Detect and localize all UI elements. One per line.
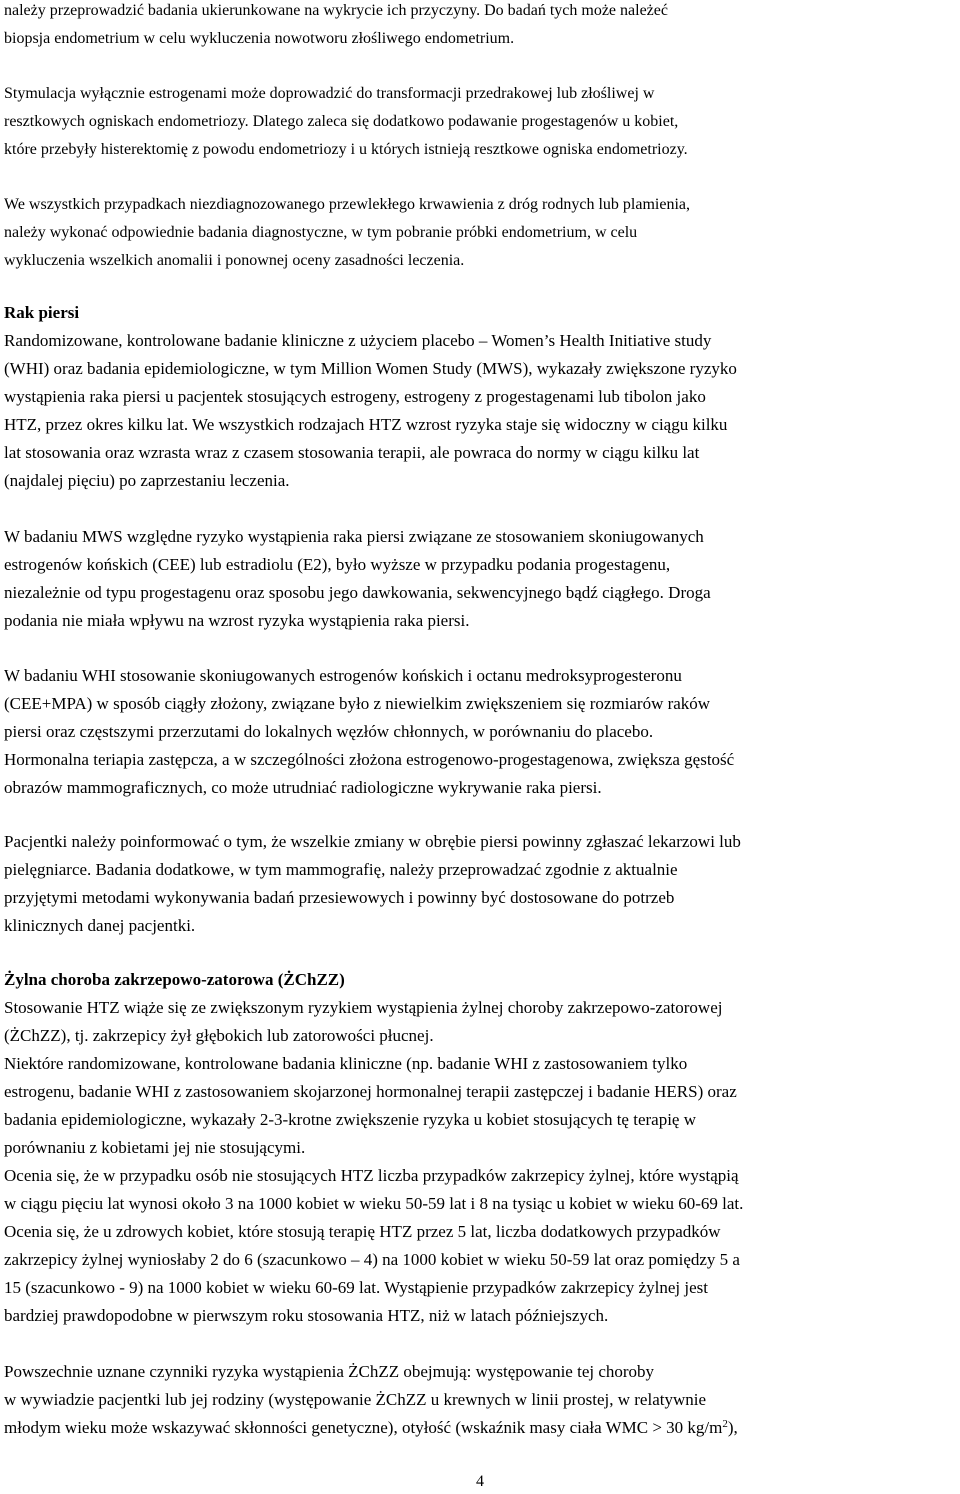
paragraph-whi-cee-mpa: [4, 662, 956, 802]
text-segment: młodym wieku może wskazywać skłonności genetyczne), otyłość (wskaźnik masy ciała WMC > 30 kg/m: [4, 1418, 723, 1437]
text-line: bardziej prawdopodobne w pierwszym roku stosowania HTZ, niż w latach późniejszych.: [4, 1306, 609, 1325]
document-page: [4, 0, 956, 1442]
text-line-with-superscript: [4, 1414, 956, 1442]
text-line: należy przeprowadzić badania ukierunkowane na wykrycie ich przyczyny. Do badań tych może należeć: [4, 2, 668, 19]
text-line: (ŻChZZ), tj. zakrzepicy żył głębokich lub zatorowości płucnej.: [4, 1026, 434, 1045]
text-line: porównaniu z kobietami jej nie stosującymi.: [4, 1138, 306, 1157]
text-line: obrazów mammograficznych, co może utrudniać radiologiczne wykrywanie raka piersi.: [4, 778, 602, 797]
text-line: Hormonalna teriapia zastępcza, a w szczególności złożona estrogenowo-progestagenowa, zwiększa gęstość: [4, 750, 735, 769]
text-line: przyjętymi metodami wykonywania badań przesiewowych i powinny być dostosowane do potrzeb: [4, 888, 675, 907]
text-segment: ),: [727, 1418, 738, 1437]
text-line: 15 (szacunkowo - 9) na 1000 kobiet w wieku 60-69 lat. Wystąpienie przypadków zakrzepicy żylnej jest: [4, 1278, 708, 1297]
paragraph-estrogen-stimulation: [4, 80, 956, 164]
text-line: Pacjentki należy poinformować o tym, że wszelkie zmiany w obrębie piersi powinny zgłaszać lekarzowi lub: [4, 832, 741, 851]
page-number: 4: [476, 1473, 484, 1490]
text-line: piersi oraz częstszymi przerzutami do lokalnych węzłów chłonnych, w porównaniu do placebo.: [4, 722, 654, 741]
section-heading-breast-cancer: Rak piersi: [4, 303, 80, 322]
text-line: HTZ, przez okres kilku lat. We wszystkich rodzajach HTZ wzrost ryzyka staje się widoczny w ciągu kilku: [4, 415, 728, 434]
text-line: Stosowanie HTZ wiąże się ze zwiększonym ryzykiem wystąpienia żylnej choroby zakrzepowo-zatorowej: [4, 998, 723, 1017]
text-line: estrogenów końskich (CEE) lub estradiolu (E2), było wyższe w przypadku podania progestagenu,: [4, 555, 671, 574]
text-line: lat stosowania oraz wzrasta wraz z czasem stosowania terapii, ale powraca do normy w ciągu kilku lat: [4, 443, 700, 462]
text-line: zakrzepicy żylnej wyniosłaby 2 do 6 (szacunkowo – 4) na 1000 kobiet w wieku 50-59 lat oraz pomiędzy 5 a: [4, 1250, 740, 1269]
text-line: Ocenia się, że u zdrowych kobiet, które stosują terapię HTZ przez 5 lat, liczba dodatkowych przypadków: [4, 1222, 721, 1241]
text-line: niezależnie od typu progestagenu oraz sposobu jego dawkowania, sekwencyjnego bądź ciągłego. Droga: [4, 583, 711, 602]
text-line: W badaniu MWS względne ryzyko wystąpienia raka piersi związane ze stosowaniem skoniugowanych: [4, 527, 704, 546]
text-line: wykluczenia wszelkich anomalii i ponownej oceny zasadności leczenia.: [4, 252, 465, 269]
text-line: Stymulacja wyłącznie estrogenami może doprowadzić do transformacji przedrakowej lub złośliwej w: [4, 85, 655, 102]
text-line: biopsja endometrium w celu wykluczenia nowotworu złośliwego endometrium.: [4, 30, 515, 47]
paragraph-whi-study: [4, 327, 956, 495]
superscript: 2: [722, 1418, 728, 1430]
paragraph-vte-risk: [4, 994, 956, 1330]
paragraph-vte-risk-factors: [4, 1358, 956, 1442]
text-line: Powszechnie uznane czynniki ryzyka wystąpienia ŻChZZ obejmują: występowanie tej choroby: [4, 1362, 655, 1381]
text-line: Randomizowane, kontrolowane badanie kliniczne z użyciem placebo – Women’s Health Initiative study: [4, 331, 712, 350]
text-line: Niektóre randomizowane, kontrolowane badania kliniczne (np. badanie WHI z zastosowaniem tylko: [4, 1054, 688, 1073]
text-line: w wywiadzie pacjentki lub jej rodziny (występowanie ŻChZZ u krewnych w linii prostej, w relatywnie: [4, 1390, 707, 1409]
text-line: resztkowych ogniskach endometriozy. Dlatego zaleca się dodatkowo podawanie progestagenów u kobiet,: [4, 113, 679, 130]
paragraph-undiagnosed-bleeding: [4, 191, 956, 275]
text-line: wystąpienia raka piersi u pacjentek stosujących estrogeny, estrogeny z progestagenami lub tibolon jako: [4, 387, 706, 406]
text-line: klinicznych danej pacjentki.: [4, 916, 196, 935]
text-line: które przebyły histerektomię z powodu endometriozy i u których istnieją resztkowe ogniska endometriozy.: [4, 141, 688, 158]
text-line: (WHI) oraz badania epidemiologiczne, w tym Million Women Study (MWS), wykazały zwiększone ryzyko: [4, 359, 737, 378]
text-line: należy wykonać odpowiednie badania diagnostyczne, w tym pobranie próbki endometrium, w celu: [4, 224, 638, 241]
text-line: badania epidemiologiczne, wykazały 2-3-krotne zwiększenie ryzyka u kobiet stosujących tę terapię w: [4, 1110, 697, 1129]
paragraph-endometrium-biopsy: [4, 0, 956, 53]
text-line: estrogenu, badanie WHI z zastosowaniem skojarzonej hormonalnej terapii zastępczej i badanie HERS) oraz: [4, 1082, 737, 1101]
text-line: W badaniu WHI stosowanie skoniugowanych estrogenów końskich i octanu medroksyprogesteronu: [4, 666, 682, 685]
text-line: (CEE+MPA) w sposób ciągły złożony, związane było z niewielkim zwiększeniem się rozmiarów raków: [4, 694, 711, 713]
text-line: Ocenia się, że w przypadku osób nie stosujących HTZ liczba przypadków zakrzepicy żylnej, które wystąpią: [4, 1166, 739, 1185]
paragraph-mws-study: [4, 523, 956, 635]
text-line: podania nie miała wpływu na wzrost ryzyka wystąpienia raka piersi.: [4, 611, 470, 630]
section-heading-venous-thromboembolism: Żylna choroba zakrzepowo-zatorowa (ŻChZZ): [4, 970, 345, 989]
paragraph-patient-information: [4, 828, 956, 940]
text-line: w ciągu pięciu lat wynosi około 3 na 1000 kobiet w wieku 50-59 lat i 8 na tysiąc u kobiet w wieku 60-69 lat.: [4, 1194, 744, 1213]
text-line: pielęgniarce. Badania dodatkowe, w tym mammografię, należy przeprowadzać zgodnie z aktualnie: [4, 860, 678, 879]
text-line: We wszystkich przypadkach niezdiagnozowanego przewlekłego krwawienia z dróg rodnych lub plamienia,: [4, 196, 691, 213]
text-line: (najdalej pięciu) po zaprzestaniu leczenia.: [4, 471, 290, 490]
